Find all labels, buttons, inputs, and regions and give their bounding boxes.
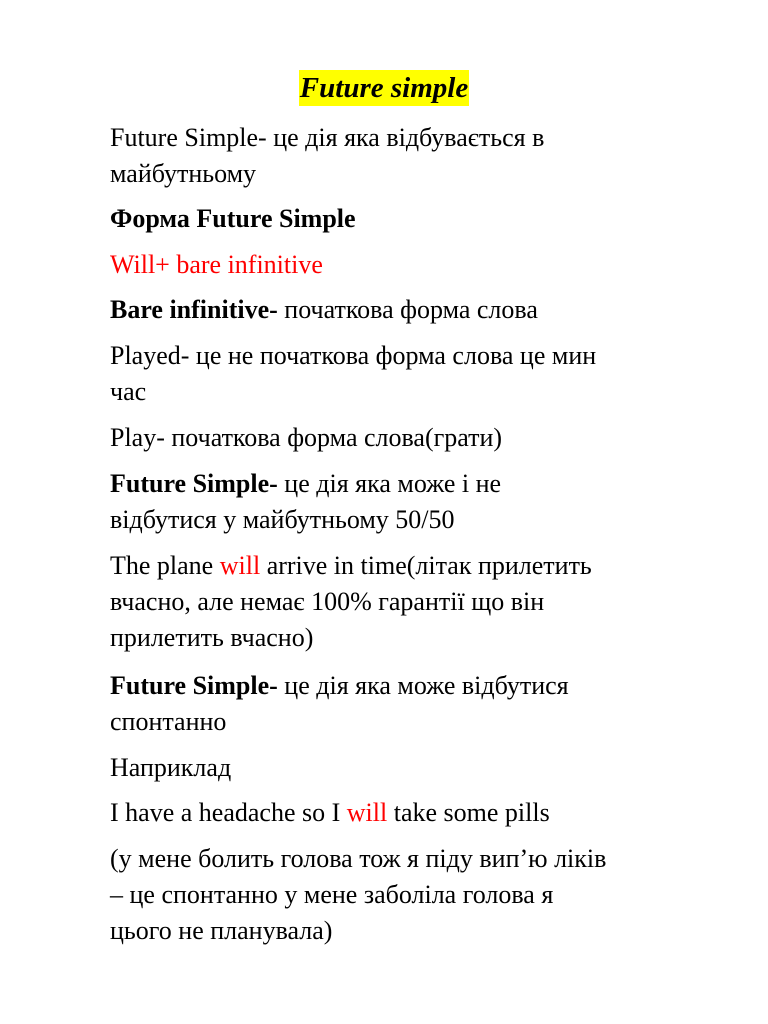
example-text: arrive in time(літак прилетить [260, 551, 592, 580]
paragraph-plane-example [110, 548, 710, 656]
keyword-will: will [346, 798, 388, 827]
paragraph-line: Played- це не початкова форма слова це мин [110, 341, 597, 370]
paragraph-play [110, 420, 710, 456]
page-title: Future simple [299, 72, 469, 104]
paragraph-for-example [110, 750, 710, 786]
term-bold: Bare infinitive- [110, 295, 278, 324]
title-container [0, 70, 768, 106]
paragraph-line: майбутньому [110, 159, 257, 188]
paragraph-line: час [110, 377, 147, 406]
paragraph-line: відбутися у майбутньому 50/50 [110, 505, 455, 534]
term-definition: це дія яка може і не [277, 469, 502, 498]
example-text: The plane [110, 551, 220, 580]
paragraph-line: (у мене болить голова тож я піду вип’ю ліків [110, 844, 607, 873]
paragraph-line: вчасно, але немає 100% гарантії що він [110, 587, 545, 616]
paragraph-form-heading [110, 201, 710, 237]
keyword-will: will [219, 551, 261, 580]
paragraph-line: прилетить вчасно) [110, 623, 314, 652]
paragraph-line: Future Simple- це дія яка відбувається в [110, 123, 545, 152]
term-bold: Future Simple- [110, 469, 278, 498]
example-text: I have a headache so I [110, 798, 347, 827]
paragraph-formula [110, 247, 710, 283]
paragraph-future-simple-maybe [110, 466, 710, 538]
formula-text: Will+ bare infinitive [110, 250, 323, 279]
paragraph-future-simple-spontaneous [110, 668, 710, 740]
paragraph-bare-infinitive [110, 292, 710, 328]
paragraph-line: – це спонтанно у мене заболіла голова я [110, 880, 554, 909]
term-definition: початкова форма слова [277, 295, 538, 324]
paragraph-line: спонтанно [110, 707, 227, 736]
paragraph-played [110, 338, 710, 410]
term-definition: це дія яка може відбутися [277, 671, 569, 700]
example-text: take some pills [387, 798, 550, 827]
paragraph-headache-translation [110, 841, 710, 949]
paragraph-text: Play- початкова форма слова(грати) [110, 423, 503, 452]
paragraph-definition [110, 120, 710, 192]
form-heading-text: Форма Future Simple [110, 204, 356, 233]
term-bold: Future Simple- [110, 671, 278, 700]
paragraph-text: Наприклад [110, 753, 232, 782]
paragraph-headache-example [110, 795, 710, 831]
paragraph-line: цього не планувала) [110, 916, 333, 945]
